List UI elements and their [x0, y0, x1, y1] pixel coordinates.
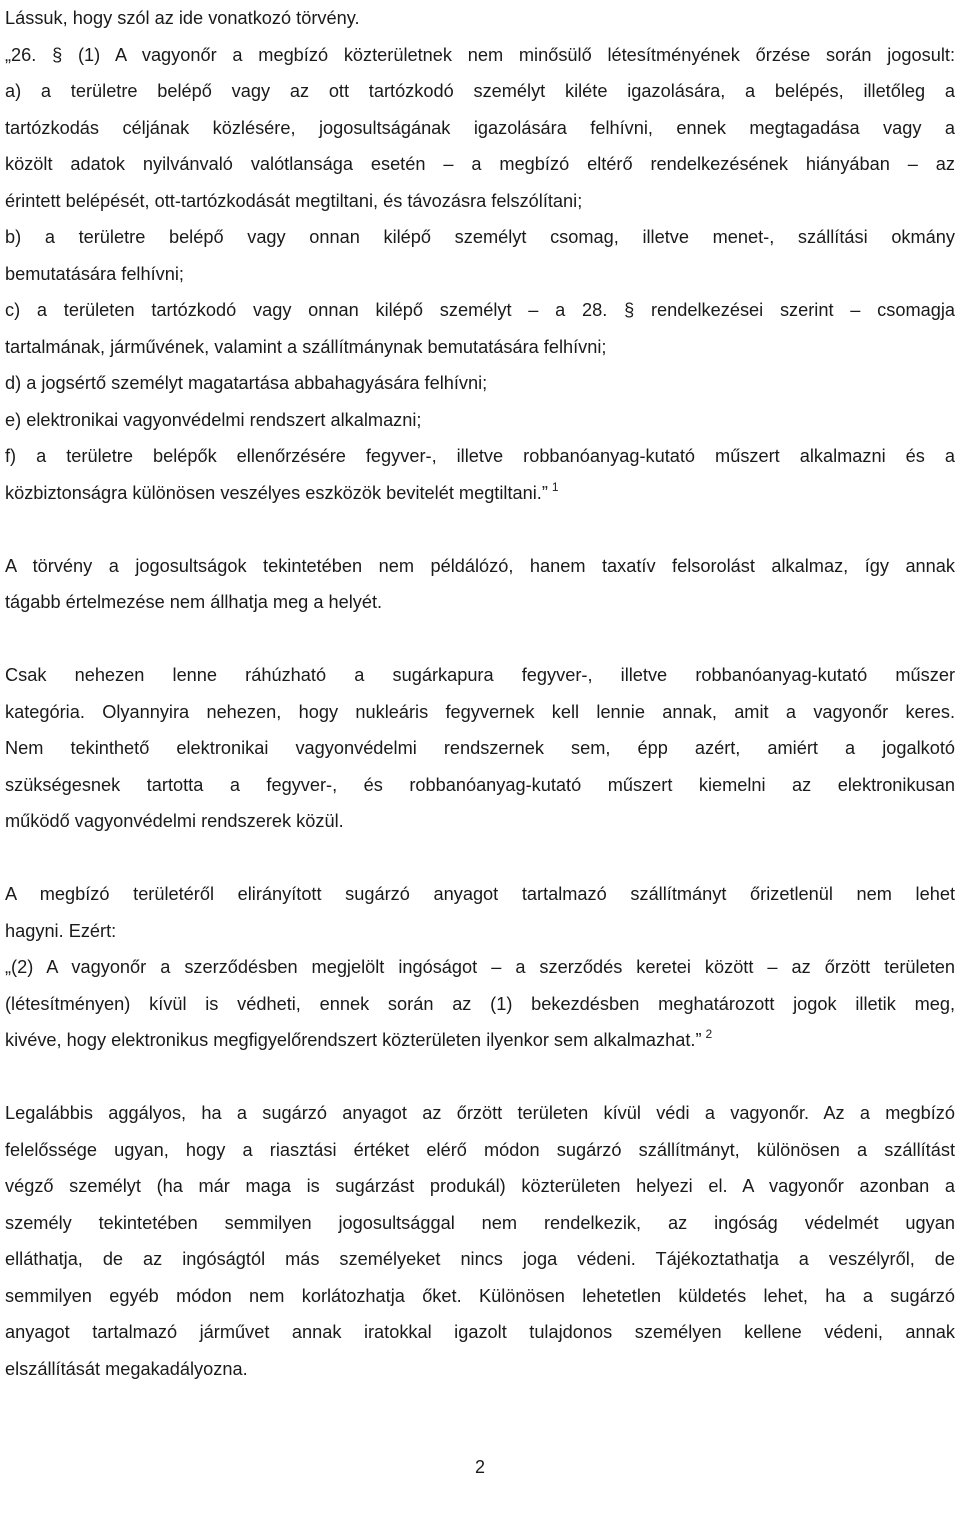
law-quote-line-text: kivéve, hogy elektronikus megfigyelőrendszert közterületen ilyenkor sem alkalmazhat.” — [5, 1030, 702, 1050]
law-quote-line: tartalmának, járművének, valamint a szállítmánynak bemutatására felhívni; — [5, 336, 607, 357]
law-quote-last-line — [5, 475, 955, 512]
law-quote-line: a) a területre belépő vagy az ott tartózkodó személyt kiléte igazolására, a belépés, illetőleg a — [5, 81, 955, 101]
law-quote-line: c) a területen tartózkodó vagy onnan kilépő személyt – a 28. § rendelkezései szerint – csomagja — [5, 300, 955, 320]
law-quote-line: „(2) A vagyonőr a szerződésben megjelölt ingóságot – a szerződés keretei között – az őrzött területen — [5, 957, 955, 977]
paragraph-line: szükségesnek tartotta a fegyver-, és robbanóanyag-kutató műszert kiemelni az elektronikusan — [5, 774, 955, 795]
law-quote-line: érintett belépését, ott-tartózkodását megtiltani, és távozásra felszólítani; — [5, 190, 583, 211]
law-quote-line: e) elektronikai vagyonvédelmi rendszert alkalmazni; — [5, 409, 422, 430]
paragraph-line: Csak nehezen lenne ráhúzható a sugárkapura fegyver-, illetve robbanóanyag-kutató műszer — [5, 665, 955, 685]
footnote-ref-1[interactable]: 1 — [551, 479, 559, 494]
law-quote-line-text: közbiztonságra különösen veszélyes eszközök bevitelét megtiltani.” — [5, 482, 548, 503]
paragraph-line: működő vagyonvédelmi rendszerek közül. — [5, 811, 344, 831]
law-quote-line: tartózkodás céljának közlésére, jogosultságának igazolására felhívni, ennek megtagadása vagy a — [5, 117, 955, 138]
paragraph-shipment — [5, 876, 955, 1059]
paragraph-line: A törvény a jogosultságok tekintetében nem példálózó, hanem taxatív felsorolást alkalmaz, így annak — [5, 555, 955, 576]
paragraph-line: tágabb értelmezése nem állhatja meg a helyét. — [5, 592, 383, 612]
paragraph-line: személy tekintetében semmilyen jogosultsággal nem rendelkezik, az ingóság védelmét ugyan — [5, 1212, 955, 1233]
paragraph-gap — [5, 511, 955, 548]
paragraph-line: anyagot tartalmazó járművet annak iratokkal igazolt tulajdonos személyen kellene védeni, annak — [5, 1322, 955, 1342]
law-quote-line: „26. § (1) A vagyonőr a megbízó közterületnek nem minősülő létesítményének őrzése során jogosult: — [5, 44, 955, 65]
paragraph-gap — [5, 840, 955, 877]
paragraph-gap — [5, 1059, 955, 1096]
law-quote-line: d) a jogsértő személyt magatartása abbahagyására felhívni; — [5, 373, 488, 393]
law-quote-last-line — [5, 1022, 955, 1059]
paragraph-line: elláthatja, de az ingóságtól más személyeket nincs joga védeni. Tájékoztathatja a veszélyről, de — [5, 1249, 955, 1269]
paragraph-line: elszállítását megakadályozna. — [5, 1358, 248, 1379]
paragraph-radiation-gate — [5, 657, 955, 840]
paragraph-line: kategória. Olyannyira nehezen, hogy nukleáris fegyvernek kell lennie annak, amit a vagyonőr keres. — [5, 701, 955, 722]
law-quote-line: bemutatására felhívni; — [5, 263, 184, 284]
intro-line: Lássuk, hogy szól az ide vonatkozó törvény. — [5, 8, 360, 28]
paragraph-taxative — [5, 548, 955, 621]
paragraph-line: végző személyt (ha már maga is sugárzást produkál) közterületen helyezi el. A vagyonőr azonban a — [5, 1176, 955, 1196]
paragraph-conclusion — [5, 1095, 955, 1387]
document-page — [5, 0, 955, 1387]
page-number: 2 — [474, 1457, 485, 1477]
law-quote-26 — [5, 37, 955, 512]
paragraph-line: hagyni. Ezért: — [5, 920, 117, 941]
paragraph-line: semmilyen egyéb módon nem korlátozhatja őket. Különösen lehetetlen küldetés lehet, ha a sugárzó — [5, 1285, 955, 1306]
law-quote-line: f) a területre belépők ellenőrzésére fegyver-, illetve robbanóanyag-kutató műszert alkalmazni és a — [5, 446, 955, 466]
law-quote-line: közölt adatok nyilvánvaló valótlansága esetén – a megbízó eltérő rendelkezésének hiányában – az — [5, 154, 955, 174]
footnote-ref-2[interactable]: 2 — [705, 1027, 713, 1041]
paragraph-line: A megbízó területéről elirányított sugárzó anyagot tartalmazó szállítmányt őrizetlenül nem lehet — [5, 884, 955, 904]
law-quote-line: b) a területre belépő vagy onnan kilépő személyt csomag, illetve menet-, szállítási okmány — [5, 227, 955, 247]
paragraph-line: Legalábbis aggályos, ha a sugárzó anyagot az őrzött területen kívül védi a vagyonőr. Az a megbízó — [5, 1103, 955, 1123]
paragraph-gap — [5, 621, 955, 658]
law-quote-line: (létesítményen) kívül is védheti, ennek során az (1) bekezdésben meghatározott jogok illetik meg, — [5, 993, 955, 1014]
paragraph-line: felelőssége ugyan, hogy a riasztási értéket elérő módon sugárzó szállítmányt, különösen a szállítást — [5, 1139, 955, 1160]
paragraph-line: Nem tekinthető elektronikai vagyonvédelmi rendszernek sem, épp azért, amiért a jogalkotó — [5, 738, 955, 758]
